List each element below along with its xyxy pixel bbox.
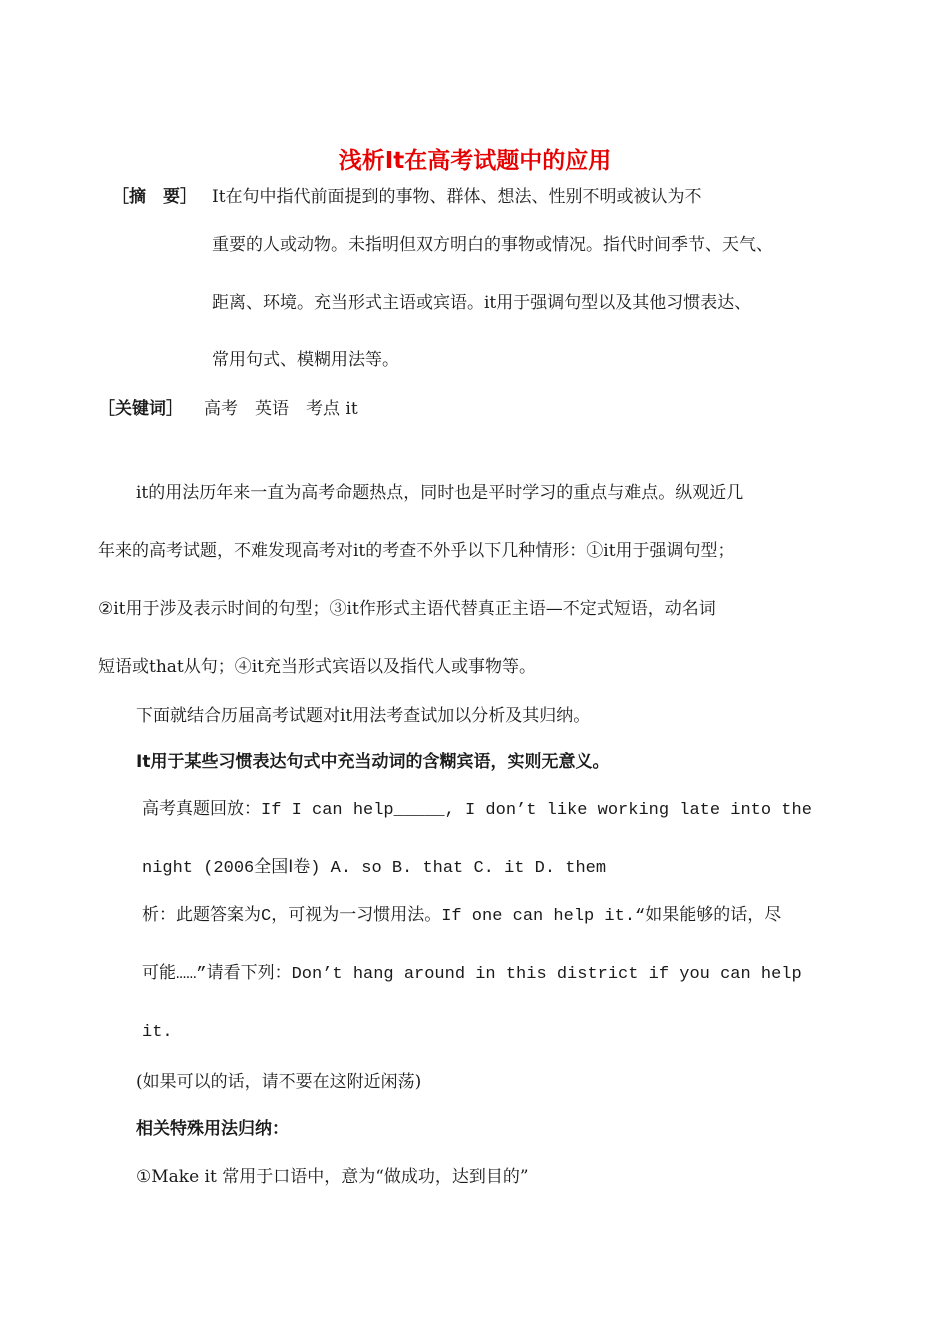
abstract-label: ［摘 要］	[112, 187, 197, 207]
transition-line: 下面就结合历届高考试题对it用法考查试加以分析及其归纳。	[136, 706, 591, 726]
analysis-line: it.	[142, 1023, 173, 1042]
page-title: 浅析It在高考试题中的应用	[338, 148, 612, 174]
abstract-line: 重要的人或动物。未指明但双方明白的事物或情况。指代时间季节、天气、	[212, 235, 773, 255]
keywords-text: 高考 英语 考点 it	[204, 399, 358, 419]
analysis-line: 可能……”请看下列：Don’t hang around in this district if you can help	[142, 965, 802, 984]
translation-line: (如果可以的话，请不要在这附近闲荡)	[136, 1072, 422, 1092]
keywords-label: ［关键词］	[98, 399, 183, 419]
intro-line: ②it用于涉及表示时间的句型；③it作形式主语代替真正主语—不定式短语，动名词	[98, 599, 716, 619]
abstract-line: 距离、环境。充当形式主语或宾语。it用于强调句型以及其他习惯表达、	[212, 293, 752, 313]
section-heading: It用于某些习惯表达句式中充当动词的含糊宾语，实则无意义。	[136, 752, 610, 772]
intro-line: it的用法历年来一直为高考命题热点，同时也是平时学习的重点与难点。纵观近几	[136, 483, 744, 503]
list-item: ①Make it 常用于口语中，意为“做成功，达到目的”	[136, 1167, 529, 1187]
intro-line: 年来的高考试题，不难发现高考对it的考查不外乎以下几种情形：①it用于强调句型；	[98, 541, 735, 561]
intro-line: 短语或that从句；④it充当形式宾语以及指代人或事物等。	[98, 657, 537, 677]
related-heading: 相关特殊用法归纳：	[136, 1119, 289, 1139]
abstract-line: 常用句式、模糊用法等。	[212, 350, 399, 370]
abstract-line: It在句中指代前面提到的事物、群体、想法、性别不明或被认为不	[212, 187, 702, 207]
question-line: 高考真题回放：If I can help_____, I don’t like working late into the	[142, 801, 812, 820]
analysis-line: 析：此题答案为C，可视为一习惯用法。If one can help it.“如果能够的话，尽	[142, 907, 782, 926]
question-line: night (2006全国Ⅰ卷) A. so B. that C. it D. them	[142, 859, 607, 878]
